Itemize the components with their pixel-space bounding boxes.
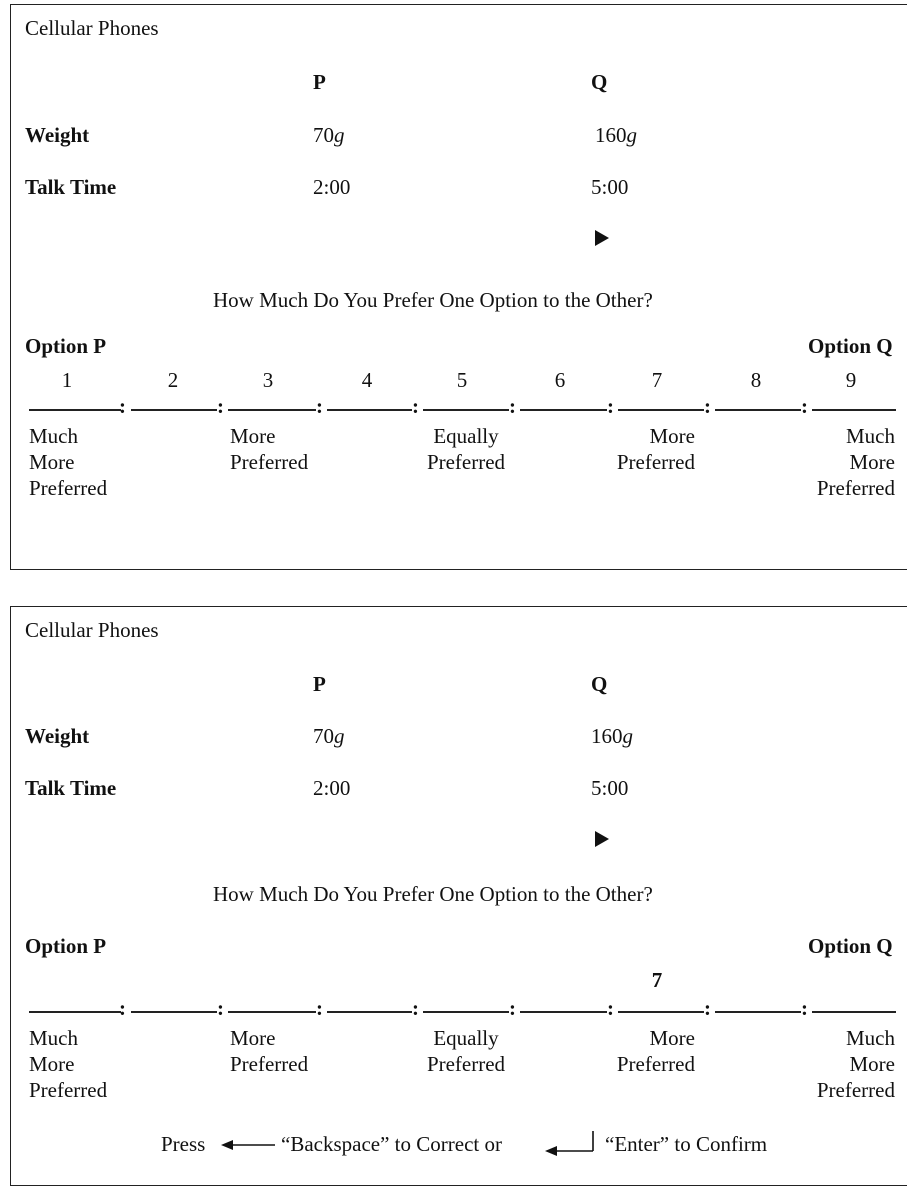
option-p-label: Option P	[25, 334, 107, 358]
anchor-more-preferred-p: More Preferred	[230, 424, 309, 474]
anchor-much-more-preferred-q: Much More Preferred	[816, 424, 895, 500]
scale-segment	[618, 1011, 704, 1013]
scale-separator: :	[316, 394, 323, 418]
preference-question: How Much Do You Prefer One Option to the Other?	[213, 882, 653, 906]
scale-segment	[29, 1011, 121, 1013]
anchor-much-more-preferred-p: Much More Preferred	[29, 1026, 108, 1102]
enter-key-icon	[545, 1127, 597, 1157]
scale-segment	[520, 1011, 607, 1013]
talk-time-value-p: 2:00	[313, 175, 351, 199]
option-p-label: Option P	[25, 934, 107, 958]
column-header-q: Q	[591, 70, 608, 94]
weight-value-p: 70g	[313, 724, 345, 748]
anchor-much-more-preferred-p: Much More Preferred	[29, 424, 108, 500]
play-arrow-icon	[595, 230, 609, 246]
scale-segment	[29, 409, 121, 411]
selected-rating-value: 7	[651, 968, 663, 992]
scale-number[interactable]: 2	[167, 368, 179, 392]
scale-segment	[715, 1011, 801, 1013]
scale-separator: :	[801, 996, 808, 1020]
scale-separator: :	[412, 394, 419, 418]
backspace-instruction: “Backspace” to Correct or	[281, 1132, 502, 1156]
scale-number[interactable]: 4	[361, 368, 373, 392]
scale-number[interactable]: 1	[61, 368, 73, 392]
backspace-arrow-icon	[221, 1137, 277, 1153]
scale-number[interactable]: 9	[845, 368, 857, 392]
scale-segment	[520, 409, 607, 411]
column-header-p: P	[313, 672, 326, 696]
enter-instruction: “Enter” to Confirm	[605, 1132, 768, 1156]
talk-time-value-q: 5:00	[591, 776, 629, 800]
scale-separator: :	[119, 394, 126, 418]
scale-number[interactable]: 6	[554, 368, 566, 392]
scale-segment	[812, 409, 896, 411]
preference-question: How Much Do You Prefer One Option to the Other?	[213, 288, 653, 312]
scale-separator: :	[509, 394, 516, 418]
scale-number[interactable]: 5	[456, 368, 468, 392]
screen-title: Cellular Phones	[25, 16, 159, 40]
anchor-equally-preferred: Equally Preferred	[426, 424, 506, 474]
scale-segment	[715, 409, 801, 411]
option-q-label: Option Q	[808, 934, 893, 958]
anchor-much-more-preferred-q: Much More Preferred	[816, 1026, 895, 1102]
scale-segment	[131, 1011, 217, 1013]
play-arrow-icon	[595, 831, 609, 847]
anchor-more-preferred-p: More Preferred	[230, 1026, 309, 1076]
option-q-label: Option Q	[808, 334, 893, 358]
attribute-label-talk-time: Talk Time	[25, 776, 117, 800]
scale-segment	[423, 409, 509, 411]
scale-segment	[228, 409, 316, 411]
anchor-more-preferred-q: More Preferred	[616, 424, 695, 474]
choice-screen-2	[10, 606, 907, 1186]
scale-separator: :	[412, 996, 419, 1020]
scale-segment	[327, 1011, 412, 1013]
scale-separator: :	[607, 996, 614, 1020]
anchor-equally-preferred: Equally Preferred	[426, 1026, 506, 1076]
scale-number[interactable]: 3	[262, 368, 274, 392]
scale-segment	[423, 1011, 509, 1013]
scale-separator: :	[607, 394, 614, 418]
scale-segment	[131, 409, 217, 411]
scale-separator: :	[801, 394, 808, 418]
scale-separator: :	[704, 394, 711, 418]
anchor-more-preferred-q: More Preferred	[616, 1026, 695, 1076]
column-header-p: P	[313, 70, 326, 94]
attribute-label-weight: Weight	[25, 123, 90, 147]
screen-title: Cellular Phones	[25, 618, 159, 642]
scale-number[interactable]: 7	[651, 368, 663, 392]
scale-segment	[812, 1011, 896, 1013]
scale-separator: :	[509, 996, 516, 1020]
talk-time-value-q: 5:00	[591, 175, 629, 199]
scale-segment	[228, 1011, 316, 1013]
scale-segment	[618, 409, 704, 411]
scale-separator: :	[217, 996, 224, 1020]
attribute-label-weight: Weight	[25, 724, 90, 748]
column-header-q: Q	[591, 672, 608, 696]
choice-screen-1	[10, 4, 907, 570]
scale-number[interactable]: 8	[750, 368, 762, 392]
attribute-label-talk-time: Talk Time	[25, 175, 117, 199]
scale-separator: :	[704, 996, 711, 1020]
talk-time-value-p: 2:00	[313, 776, 351, 800]
weight-value-q: 160g	[591, 724, 633, 748]
scale-separator: :	[217, 394, 224, 418]
weight-value-q: 160g	[595, 123, 637, 147]
press-instruction: Press	[161, 1132, 206, 1156]
weight-value-p: 70g	[313, 123, 345, 147]
scale-segment	[327, 409, 412, 411]
scale-separator: :	[119, 996, 126, 1020]
scale-separator: :	[316, 996, 323, 1020]
